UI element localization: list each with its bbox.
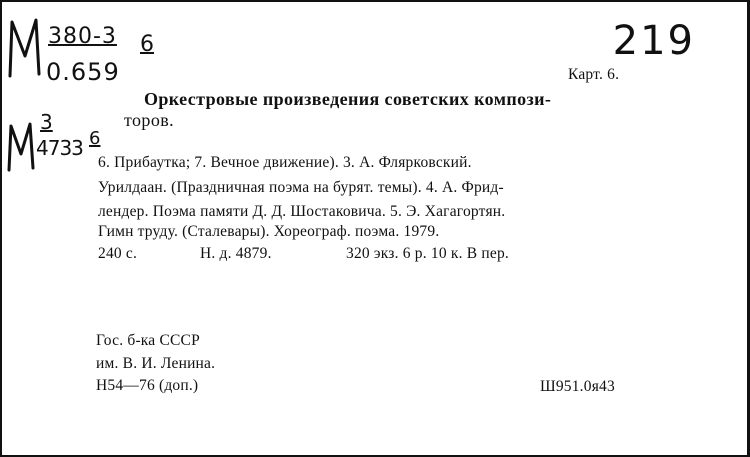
handwritten-m-top bbox=[6, 16, 44, 80]
card-set-code: Н54—76 (доп.) bbox=[96, 377, 199, 394]
mid-mark-suffix: 6 bbox=[89, 128, 101, 149]
handwritten-m-mid bbox=[6, 120, 36, 174]
card-title: Оркестровые произведения советских компози- bbox=[144, 89, 552, 109]
contents-line: Гимн труду. (Сталевары). Хореограф. поэма. 1979. bbox=[98, 223, 440, 240]
top-mark-suffix: 6 bbox=[140, 32, 154, 57]
mid-mark-numerator: 3 bbox=[40, 110, 53, 134]
corner-number: 219 bbox=[612, 18, 695, 64]
contents-line: 6. Прибаутка; 7. Вечное движение). 3. А. Флярковский. bbox=[98, 154, 472, 171]
top-mark-denominator: 0.659 bbox=[46, 58, 120, 86]
card-title-continuation: торов. bbox=[124, 110, 175, 130]
contents-line: лендер. Поэма памяти Д. Д. Шостаковича. 5. Э. Хагагортян. bbox=[98, 203, 506, 220]
library-name: Гос. б-ка СССР bbox=[96, 332, 200, 349]
library-name-cont: им. В. И. Ленина. bbox=[96, 355, 216, 372]
card-number: Карт. 6. bbox=[568, 66, 620, 83]
contents-line: Урилдаан. (Праздничная поэма на бурят. темы). 4. А. Фрид- bbox=[98, 179, 504, 196]
classification-code: Ш951.0я43 bbox=[540, 378, 615, 395]
order-number: Н. д. 4879. bbox=[200, 245, 272, 262]
pages: 240 с. bbox=[98, 245, 138, 262]
mid-mark-denominator: 4733 bbox=[36, 136, 83, 160]
publication-details bbox=[98, 245, 509, 263]
copies-price: 320 экз. 6 р. 10 к. В пер. bbox=[346, 245, 509, 262]
top-mark-numerator: 380-3 bbox=[48, 24, 117, 49]
